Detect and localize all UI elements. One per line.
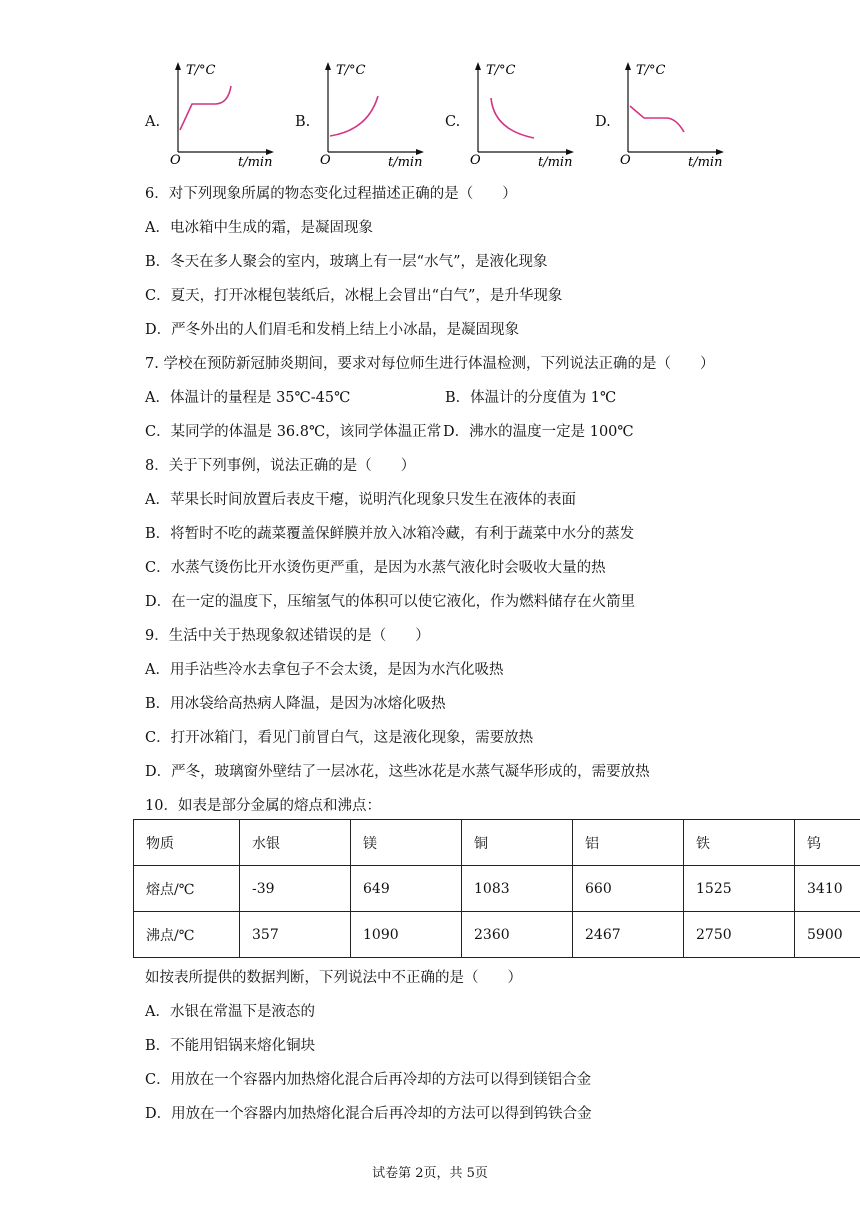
graph-d-label: D. <box>595 114 611 130</box>
q10-stem: 10．如表是部分金属的熔点和沸点： <box>145 798 381 814</box>
y-axis-label: T/°C <box>336 63 366 78</box>
table-cell: 铝 <box>573 820 684 866</box>
y-axis-label: T/°C <box>486 63 516 78</box>
table-cell: 钨 <box>795 820 860 866</box>
q9-stem: 9．生活中关于热现象叙述错误的是（ ） <box>145 628 430 644</box>
table-row <box>134 820 860 866</box>
origin-label: O <box>170 153 181 168</box>
y-axis-arrow-icon <box>625 62 631 70</box>
q9-option-a[interactable]: A．用手沾些冷水去拿包子不会太烫，是因为水汽化吸热 <box>145 662 504 678</box>
table-cell: 1090 <box>351 912 462 958</box>
table-cell: 镁 <box>351 820 462 866</box>
table-row <box>134 866 860 912</box>
y-axis-arrow-icon <box>325 62 331 70</box>
table-cell: 沸点/℃ <box>134 912 240 958</box>
table-cell: 铁 <box>684 820 795 866</box>
table-cell: 1525 <box>684 866 795 912</box>
table-cell: 2360 <box>462 912 573 958</box>
q7-option-d[interactable]: D．沸水的温度一定是 100℃ <box>443 424 634 440</box>
q7-option-a[interactable]: A．体温计的量程是 35℃-45℃ <box>145 390 351 406</box>
metal-properties-table <box>133 819 860 958</box>
origin-label: O <box>320 153 331 168</box>
y-axis-arrow-icon <box>175 62 181 70</box>
x-axis-label: t/min <box>688 155 723 170</box>
graph-c-curve <box>491 98 534 138</box>
table-cell: 熔点/℃ <box>134 866 240 912</box>
origin-label: O <box>620 153 631 168</box>
q6-stem: 6．对下列现象所属的物态变化过程描述正确的是（ ） <box>145 186 517 202</box>
q6-option-c[interactable]: C．夏天，打开冰棍包装纸后，冰棍上会冒出“白气”，是升华现象 <box>145 288 563 304</box>
table-cell: 660 <box>573 866 684 912</box>
y-axis-label: T/°C <box>186 63 216 78</box>
table-cell: -39 <box>240 866 351 912</box>
x-axis-label: t/min <box>238 155 273 170</box>
graph-b <box>318 58 428 170</box>
q9-option-c[interactable]: C．打开冰箱门，看见门前冒白气，这是液化现象，需要放热 <box>145 730 534 746</box>
page-footer: 试卷第 2页，共 5页 <box>372 1166 488 1181</box>
table-cell: 1083 <box>462 866 573 912</box>
table-cell: 357 <box>240 912 351 958</box>
table-cell: 3410 <box>795 866 860 912</box>
q10-option-a[interactable]: A．水银在常温下是液态的 <box>145 1004 315 1020</box>
graph-b-curve <box>330 96 378 136</box>
q10-option-c[interactable]: C．用放在一个容器内加热熔化混合后再冷却的方法可以得到镁铝合金 <box>145 1072 592 1088</box>
q7-option-b[interactable]: B．体温计的分度值为 1℃ <box>445 390 617 406</box>
q7-stem: 7. 学校在预防新冠肺炎期间，要求对每位师生进行体温检测，下列说法正确的是（ ） <box>145 356 715 372</box>
q8-stem: 8．关于下列事例，说法正确的是（ ） <box>145 458 416 474</box>
table-row <box>134 912 860 958</box>
q10-prompt: 如按表所提供的数据判断，下列说法中不正确的是（ ） <box>145 970 522 986</box>
x-axis-label: t/min <box>388 155 423 170</box>
table-cell: 2467 <box>573 912 684 958</box>
q9-option-d[interactable]: D．严冬，玻璃窗外壁结了一层冰花，这些冰花是水蒸气凝华形成的，需要放热 <box>145 764 650 780</box>
q9-option-b[interactable]: B．用冰袋给高热病人降温，是因为冰熔化吸热 <box>145 696 446 712</box>
graph-a <box>168 58 278 170</box>
q10-option-b[interactable]: B．不能用铝锅来熔化铜块 <box>145 1038 316 1054</box>
q7-option-c[interactable]: C．某同学的体温是 36.8℃，该同学体温正常 <box>145 424 442 440</box>
table-cell: 649 <box>351 866 462 912</box>
q6-option-a[interactable]: A．电冰箱中生成的霜，是凝固现象 <box>145 220 373 236</box>
table-cell: 铜 <box>462 820 573 866</box>
y-axis-arrow-icon <box>475 62 481 70</box>
q10-option-d[interactable]: D．用放在一个容器内加热熔化混合后再冷却的方法可以得到钨铁合金 <box>145 1106 592 1122</box>
temperature-time-graphs <box>0 58 860 170</box>
table-cell: 2750 <box>684 912 795 958</box>
y-axis-label: T/°C <box>636 63 666 78</box>
table-cell: 物质 <box>134 820 240 866</box>
graph-c-label: C. <box>445 114 461 130</box>
table-cell: 5900 <box>795 912 860 958</box>
x-axis-label: t/min <box>538 155 573 170</box>
graph-a-label: A. <box>145 114 161 130</box>
graph-a-curve <box>180 86 231 130</box>
graph-b-label: B. <box>295 114 311 130</box>
table-cell: 水银 <box>240 820 351 866</box>
q8-option-d[interactable]: D．在一定的温度下，压缩氢气的体积可以使它液化，作为燃料储存在火箭里 <box>145 594 636 610</box>
graph-d <box>618 58 728 170</box>
graph-c <box>468 58 578 170</box>
q8-option-a[interactable]: A．苹果长时间放置后表皮干瘪，说明汽化现象只发生在液体的表面 <box>145 492 576 508</box>
graph-d-curve <box>630 106 684 132</box>
q8-option-b[interactable]: B．将暂时不吃的蔬菜覆盖保鲜膜并放入冰箱冷藏，有利于蔬菜中水分的蒸发 <box>145 526 635 542</box>
q8-option-c[interactable]: C．水蒸气烫伤比开水烫伤更严重，是因为水蒸气液化时会吸收大量的热 <box>145 560 606 576</box>
q6-option-b[interactable]: B．冬天在多人聚会的室内，玻璃上有一层“水气”，是液化现象 <box>145 254 548 270</box>
origin-label: O <box>470 153 481 168</box>
q6-option-d[interactable]: D．严冬外出的人们眉毛和发梢上结上小冰晶，是凝固现象 <box>145 322 520 338</box>
